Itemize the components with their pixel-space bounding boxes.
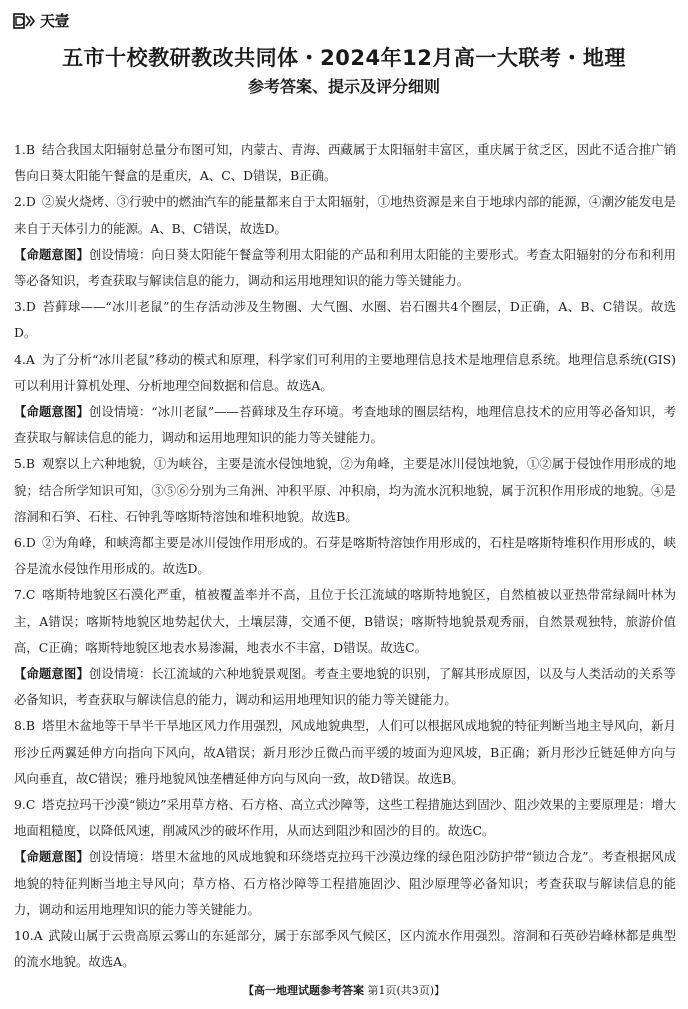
answer-number: 8.B [14, 718, 35, 734]
answer-number: 2.D [14, 194, 36, 210]
answer-text: 塔克拉玛干沙漠“锁边”采用草方格、石方格、高立式沙障等，这些工程措施达到固沙、阻沙效果的主要原理是：增大地面粗糙度，以降低风速，削减风沙的破坏作用，从而达到阻沙和固沙的目的。故选C。 [14, 797, 676, 839]
answer-text: 苔藓球——“冰川老鼠”的生存活动涉及生物圈、大气圈、水圈、岩石圈共4个圈层，D正确，A、B、C错误。故选D。 [14, 299, 676, 341]
answer-item-5 [14, 451, 676, 530]
intent-note-4 [14, 844, 676, 923]
answer-number: 9.C [14, 797, 36, 813]
intent-text: 创设情境：“冰川老鼠”——苔藓球及生存环境。考查地球的圈层结构，地理信息技术的应用等必备知识，考查获取与解读信息的能力，调动和运用地理知识的能力等关键能力。 [14, 405, 676, 446]
intent-tag: 【命题意图】 [14, 247, 89, 262]
answer-number: 7.C [14, 587, 36, 603]
intent-note-2 [14, 399, 676, 451]
intent-text: 创设情境：塔里木盆地的风成地貌和环绕塔克拉玛干沙漠边缘的绿色阻沙防护带“锁边合龙”。考查根据风成地貌的特征判断当地主导风向；草方格、石方格沙障等工程措施固沙、阻沙原理等必备知识；考查获取与解读信息的能力，调动和运用地理知识的能力等关键能力。 [14, 850, 676, 917]
brand-name: 天壹 [40, 12, 70, 30]
intent-note-1 [14, 242, 676, 294]
footer-page-label: 第1页(共3页)】 [367, 984, 446, 997]
answer-number: 4.A [14, 351, 35, 367]
answer-item-7 [14, 582, 676, 661]
answer-number: 10.A [14, 928, 43, 944]
answer-item-1 [14, 137, 676, 189]
answer-text: 结合我国太阳辐射总量分布图可知，内蒙古、青海、西藏属于太阳辐射丰富区，重庆属于贫乏区，因此不适合推广销售向日葵太阳能午餐盒的是重庆，A、C、D错误，B正确。 [14, 142, 676, 184]
answer-text: 喀斯特地貌区石漠化严重，植被覆盖率并不高，且位于长江流域的喀斯特地貌区，自然植被以亚热带常绿阔叶林为主，A错误；喀斯特地貌区地势起伏大，土壤层薄，交通不便，B错误；喀斯特地貌景观秀丽，自然景观独特，旅游价值高，C正确；喀斯特地貌区地表水易渗漏，地表水不丰富，D错误。故选C。 [14, 587, 676, 655]
answer-text: ②为角峰，和峡湾都主要是冰川侵蚀作用形成的。石芽是喀斯特溶蚀作用形成的，石柱是喀斯特堆积作用形成的，峡谷是流水侵蚀作用形成的。故选D。 [14, 535, 676, 577]
brand-logo [13, 10, 69, 31]
d-logo-icon [13, 13, 37, 29]
answer-number: 5.B [14, 456, 35, 472]
answer-list [14, 137, 676, 976]
answer-text: 为了分析“冰川老鼠”移动的模式和原理，科学家们可利用的主要地理信息技术是地理信息系统。地理信息系统(GIS)可以利用计算机处理、分析地理空间数据和信息。故选A。 [14, 351, 676, 393]
answer-text: 观察以上六种地貌，①为峡谷，主要是流水侵蚀地貌，②为角峰，主要是冰川侵蚀地貌，①②属于侵蚀作用形成的地貌；结合所学知识可知，③⑤⑥分别为三角洲、冲积平原、冲积扇，均为流水沉积地貌，属于沉积作用形成的地貌。④是溶洞和石笋、石柱、石钟乳等喀斯特溶蚀和堆积地貌。故选B。 [14, 456, 676, 524]
answer-number: 1.B [14, 142, 35, 157]
answer-number: 6.D [14, 535, 36, 551]
intent-tag: 【命题意图】 [14, 405, 89, 420]
answer-item-10 [14, 923, 676, 975]
answer-item-6 [14, 530, 676, 582]
answer-text: ②炭火烧烤、③行驶中的燃油汽车的能量都来自于太阳辐射，①地热资源是来自于地球内部的能源，④潮汐能发电是来自于天体引力的能源。A、B、C错误，故选D。 [14, 194, 676, 236]
intent-tag: 【命题意图】 [14, 850, 89, 865]
footer-doc-label: 【高一地理试题参考答案 [242, 984, 364, 997]
intent-tag: 【命题意图】 [14, 667, 89, 682]
answer-text: 武陵山属于云贵高原云雾山的东延部分，属于东部季风气候区，区内流水作用强烈。溶洞和石英砂岩峰林都是典型的流水地貌。故选A。 [14, 928, 676, 970]
page-footer [0, 984, 688, 998]
answer-item-3 [14, 294, 676, 346]
page-subtitle: 参考答案、提示及评分细则 [247, 77, 440, 96]
answer-number: 3.D [14, 299, 36, 315]
intent-note-3 [14, 661, 676, 713]
intent-text: 创设情境：向日葵太阳能午餐盒等利用太阳能的产品和利用太阳能的主要形式。考查太阳辐射的分布和利用等必备知识，考查获取与解读信息的能力，调动和运用地理知识的能力等关键能力。 [14, 247, 676, 289]
answer-item-9 [14, 792, 676, 844]
page-title: 五市十校教研教改共同体・2024年12月高一大联考・地理 [62, 46, 626, 70]
intent-text: 创设情境：长江流域的六种地貌景观图。考查主要地貌的识别，了解其形成原因，以及与人类活动的关系等必备知识，考查获取与解读信息的能力，调动和运用地理知识的能力等关键能力。 [14, 667, 676, 708]
answer-item-4 [14, 347, 676, 399]
answer-item-2 [14, 189, 676, 241]
answer-text: 塔里木盆地等干旱半干旱地区风力作用强烈，风成地貌典型，人们可以根据风成地貌的特征判断当地主导风向，新月形沙丘两翼延伸方向指向下风向，故A错误；新月形沙丘微凸而平缓的坡面为迎风坡，B正确；新月形沙丘链延伸方向与风向垂直，故C错误；雅丹地貌风蚀垄槽延伸方向与风向一致，故D错误。故选B。 [14, 718, 676, 786]
answer-item-8 [14, 713, 676, 792]
